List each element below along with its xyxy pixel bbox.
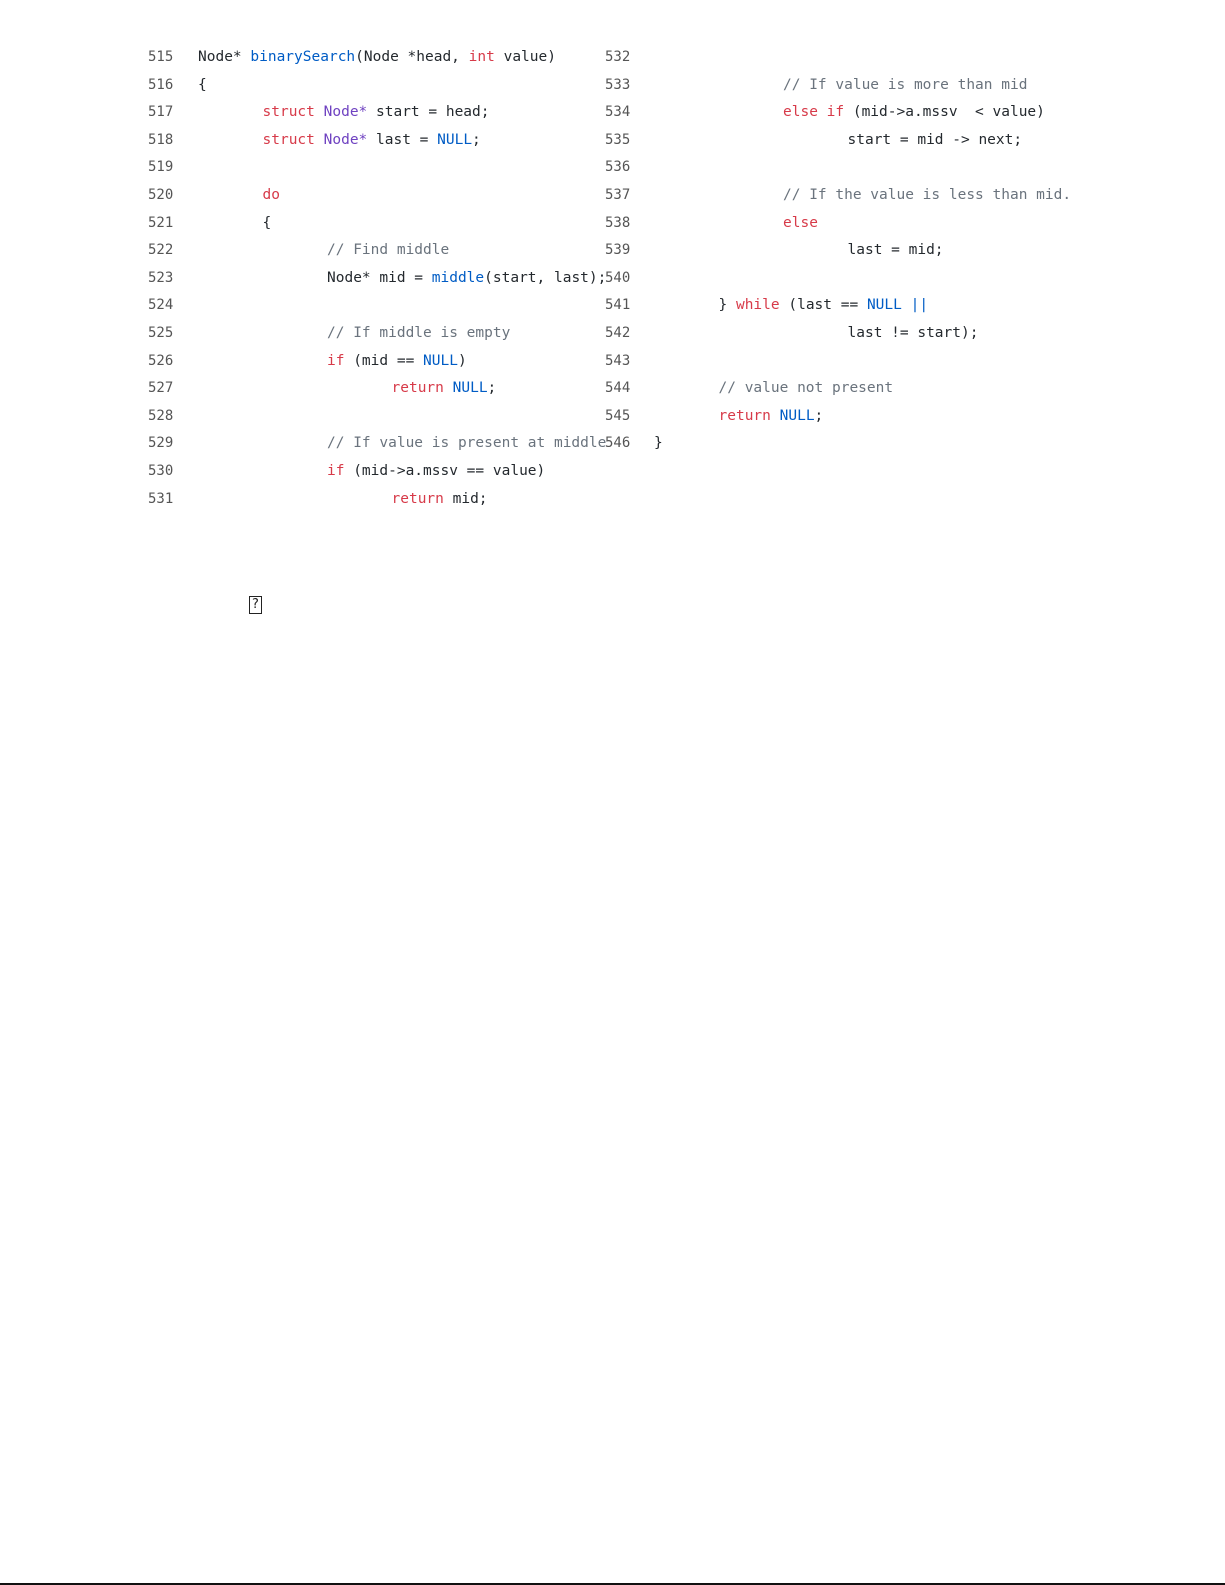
code-line	[148, 44, 598, 72]
code-token: // If value is more than mid	[783, 76, 1028, 93]
code-text	[392, 486, 488, 514]
line-number: 526	[148, 352, 174, 369]
code-token: (mid->a.mssv == value)	[344, 462, 546, 479]
code-line	[148, 265, 607, 293]
code-token: NULL	[452, 380, 488, 397]
code-text	[392, 375, 497, 403]
code-token: NULL	[866, 297, 902, 314]
code-line	[605, 182, 1072, 210]
code-text	[783, 182, 1071, 210]
code-token: (mid->a.mssv < value)	[844, 104, 1045, 121]
line-number: 520	[148, 186, 174, 203]
code-line	[148, 154, 598, 182]
line-number: 518	[148, 131, 174, 148]
code-line	[605, 265, 1065, 293]
line-number: 523	[148, 269, 174, 286]
code-line	[605, 292, 1065, 320]
code-line	[605, 210, 1065, 238]
code-line	[148, 210, 598, 238]
code-line	[605, 72, 1065, 100]
code-line	[148, 430, 607, 458]
code-token: NULL	[779, 407, 815, 424]
code-token: last != start);	[847, 324, 979, 341]
code-text	[848, 320, 979, 348]
code-text	[848, 127, 1023, 155]
code-token	[315, 104, 324, 120]
code-token: mid;	[443, 490, 488, 507]
code-text	[327, 265, 606, 293]
code-text	[327, 320, 510, 348]
line-number: 544	[605, 380, 631, 397]
code-token: )	[457, 352, 467, 369]
line-number: 529	[148, 435, 174, 452]
code-token: ;	[814, 407, 824, 424]
line-number: 540	[605, 269, 631, 286]
code-token: }	[654, 435, 663, 452]
code-text	[719, 403, 824, 431]
code-line	[148, 348, 598, 376]
code-line	[148, 292, 598, 320]
code-line	[605, 375, 1065, 403]
code-token: binarySearch	[250, 49, 356, 65]
code-token	[902, 297, 911, 313]
line-number: 536	[605, 159, 631, 176]
code-token: (last ==	[779, 297, 867, 314]
code-token: struct	[262, 131, 315, 148]
code-token: // value not present	[718, 380, 894, 397]
line-number: 527	[148, 380, 174, 397]
code-token: // If value is present at middle	[327, 435, 607, 452]
code-text	[198, 72, 207, 100]
code-token: else	[783, 214, 818, 231]
code-token: Node*	[198, 49, 251, 65]
code-token: value)	[494, 49, 556, 65]
code-token	[771, 408, 780, 424]
line-number: 541	[605, 297, 631, 314]
code-line	[148, 375, 598, 403]
code-text	[654, 430, 663, 458]
code-line	[148, 99, 598, 127]
code-token: (Node *head,	[355, 49, 469, 65]
code-token: if	[327, 462, 345, 479]
code-line	[148, 127, 598, 155]
code-token	[444, 380, 453, 396]
code-token: ||	[910, 297, 929, 314]
code-token: int	[468, 49, 495, 65]
code-line	[605, 127, 1065, 155]
code-text	[783, 210, 818, 238]
code-column-right	[605, 44, 1072, 458]
code-line	[148, 182, 598, 210]
line-number: 530	[148, 462, 174, 479]
code-line	[148, 320, 598, 348]
code-line	[148, 403, 598, 431]
code-token: do	[262, 186, 280, 203]
code-token: NULL	[423, 352, 458, 369]
line-number: 522	[148, 242, 174, 259]
code-line	[148, 237, 598, 265]
code-token: // Find middle	[327, 242, 450, 259]
code-token: {	[262, 214, 272, 231]
code-token: start = mid -> next;	[847, 131, 1023, 148]
line-number: 532	[605, 49, 631, 65]
line-number: 533	[605, 76, 631, 93]
code-line	[148, 458, 598, 486]
code-token: if	[327, 352, 345, 369]
line-number: 515	[148, 49, 174, 65]
code-token: struct	[262, 104, 315, 121]
code-token: last = mid;	[847, 242, 944, 259]
code-text	[263, 99, 490, 127]
code-text	[327, 430, 606, 458]
code-line	[605, 430, 1065, 458]
code-token: Node* mid =	[327, 269, 432, 286]
code-token: // If middle is empty	[327, 324, 511, 341]
code-text	[848, 237, 944, 265]
line-number: 517	[148, 104, 174, 121]
line-number: 525	[148, 324, 174, 341]
code-line	[605, 348, 1065, 376]
code-token: start = head;	[367, 104, 490, 121]
code-text	[263, 127, 481, 155]
code-line	[605, 154, 1065, 182]
code-text	[263, 210, 272, 238]
code-line	[605, 403, 1065, 431]
code-token: return	[718, 407, 771, 424]
line-number: 545	[605, 407, 631, 424]
line-number: 543	[605, 352, 631, 369]
code-line	[148, 486, 598, 514]
code-token: (mid ==	[344, 352, 424, 369]
code-line	[605, 44, 1065, 72]
code-token: while	[735, 297, 780, 314]
line-number: 528	[148, 407, 174, 424]
code-token: ;	[472, 131, 481, 148]
code-token: // If the value is less than mid.	[783, 186, 1072, 203]
line-number: 542	[605, 324, 631, 341]
code-token: Node*	[323, 104, 368, 121]
code-token: NULL	[437, 131, 473, 148]
line-number: 534	[605, 104, 631, 121]
code-token: middle	[431, 269, 485, 286]
code-token: {	[198, 76, 207, 93]
code-token	[315, 132, 324, 148]
code-column-left	[148, 44, 607, 513]
line-number: 531	[148, 490, 174, 507]
code-token: }	[718, 297, 736, 314]
code-token: return	[391, 380, 444, 397]
code-text	[327, 237, 449, 265]
line-number: 535	[605, 131, 631, 148]
code-text	[719, 375, 894, 403]
code-token: return	[391, 490, 444, 507]
missing-glyph-icon: ?	[249, 596, 262, 614]
code-token: Node*	[323, 131, 368, 148]
line-number: 516	[148, 76, 174, 93]
line-number: 519	[148, 159, 174, 176]
code-text	[783, 99, 1045, 127]
code-token: else if	[783, 104, 845, 121]
code-line	[605, 320, 1065, 348]
code-text	[783, 72, 1027, 100]
code-line	[605, 237, 1065, 265]
line-number: 537	[605, 186, 631, 203]
code-text	[327, 458, 545, 486]
code-token: (start, last);	[484, 269, 607, 286]
line-number: 546	[605, 435, 631, 452]
line-number: 539	[605, 242, 631, 259]
code-text	[263, 182, 280, 210]
line-number: 538	[605, 214, 631, 231]
code-line	[148, 72, 598, 100]
code-token: last =	[367, 131, 438, 148]
code-text	[719, 292, 929, 320]
code-line	[605, 99, 1065, 127]
line-number: 524	[148, 297, 174, 314]
code-token: ;	[487, 380, 497, 397]
line-number: 521	[148, 214, 174, 231]
code-text	[327, 348, 467, 376]
code-text	[198, 44, 556, 72]
